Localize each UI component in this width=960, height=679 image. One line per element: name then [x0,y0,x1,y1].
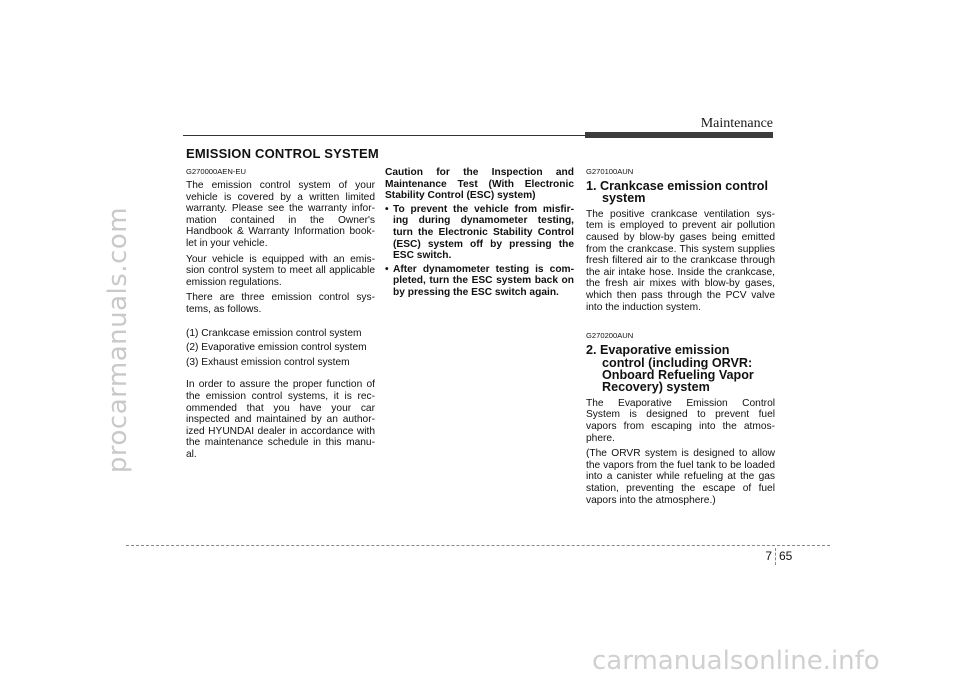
section-code: G270200AUN [586,331,634,341]
list-item: (2) Evaporative emission control system [186,342,367,354]
section-code: G270100AUN [586,167,634,176]
caution-list [385,204,574,299]
bullet-icon: • [385,263,389,275]
bullet-text: To prevent the vehicle from misfir-ing during dynamometer testing, turn the Electronic Stability Control (ESC) system off by pressing the ESC switch. [393,203,574,262]
list-item: (1) Crankcase emission control system [186,327,362,339]
paragraph-orvr: (The ORVR system is designed to allow the vapors from the fuel tank to be loaded into a canister while refueling at the gas station, preventing the escape of fuel vapors into the atmosphere.) [586,448,775,506]
list-item: (3) Exhaust emission control system [186,356,350,368]
section-code: G270000AEN-EU [186,167,246,176]
page-heading: EMISSION CONTROL SYSTEM [186,146,379,161]
header-rule [183,135,587,136]
paragraph-evaporative: The Evaporative Emission Control System is designed to prevent fuel vapors from escaping into the atmos-phere. [586,397,775,444]
bullet-text: After dynamometer testing is com-pleted, turn the ESC system back on by pressing the ESC switch again. [393,263,574,298]
list-item [385,204,574,262]
heading-crankcase: 1. Crankcase emission control system [586,179,768,206]
watermark-carmanualsonline: carmanualsonline.info [592,646,880,676]
spacer [586,317,775,331]
list-item [385,264,574,299]
header-rule-accent [585,132,773,138]
page-number-divider [775,548,776,565]
column-3 [586,167,775,510]
paragraph-crankcase: The positive crankcase ventilation sys-tem is employed to prevent air pollution caused by blow-by gases being emitted from the crankcase. This system supplies fresh filtered air to the crankcase through the air intake hose. Inside the crankcase, the fresh air mixes with blow-by gases, which then pass through the PCV valve into the induction system. [586,208,775,313]
spacer [186,371,375,379]
section-title: Maintenance [700,116,773,131]
paragraph-assure: In order to assure the proper function of the emission control systems, it is rec-ommended that you have your car inspected and maintained by an author-ized HYUNDAI dealer in accordance with the maintenance schedule in this manu-al. [186,379,375,460]
watermark-procarmanuals: procarmanuals.com [103,206,133,474]
paragraph-equipped: Your vehicle is equipped with an emis-sion control system to meet all applicable emission regulations. [186,253,375,288]
caution-heading: Caution for the Inspection and Maintenance Test (With Electronic Stability Control (ESC) system) [385,167,574,202]
column-2 [385,167,574,301]
column-1 [186,167,375,464]
heading-evaporative: 2. Evaporative emission control (including ORVR: Onboard Refueling Vapor Recovery) system [586,343,754,395]
bullet-icon: • [385,203,389,215]
footer-rule [126,545,830,546]
chapter-number: 7 [765,549,772,563]
paragraph-warranty: The emission control system of your vehicle is covered by a written limited warranty. Please see the warranty infor-mation contained in the Owner's Handbook & Warranty Information book-let in your vehicle. [186,180,375,249]
page-number: 65 [779,549,793,563]
spacer [186,320,375,328]
paragraph-three-systems: There are three emission control sys-tems, as follows. [186,292,375,315]
